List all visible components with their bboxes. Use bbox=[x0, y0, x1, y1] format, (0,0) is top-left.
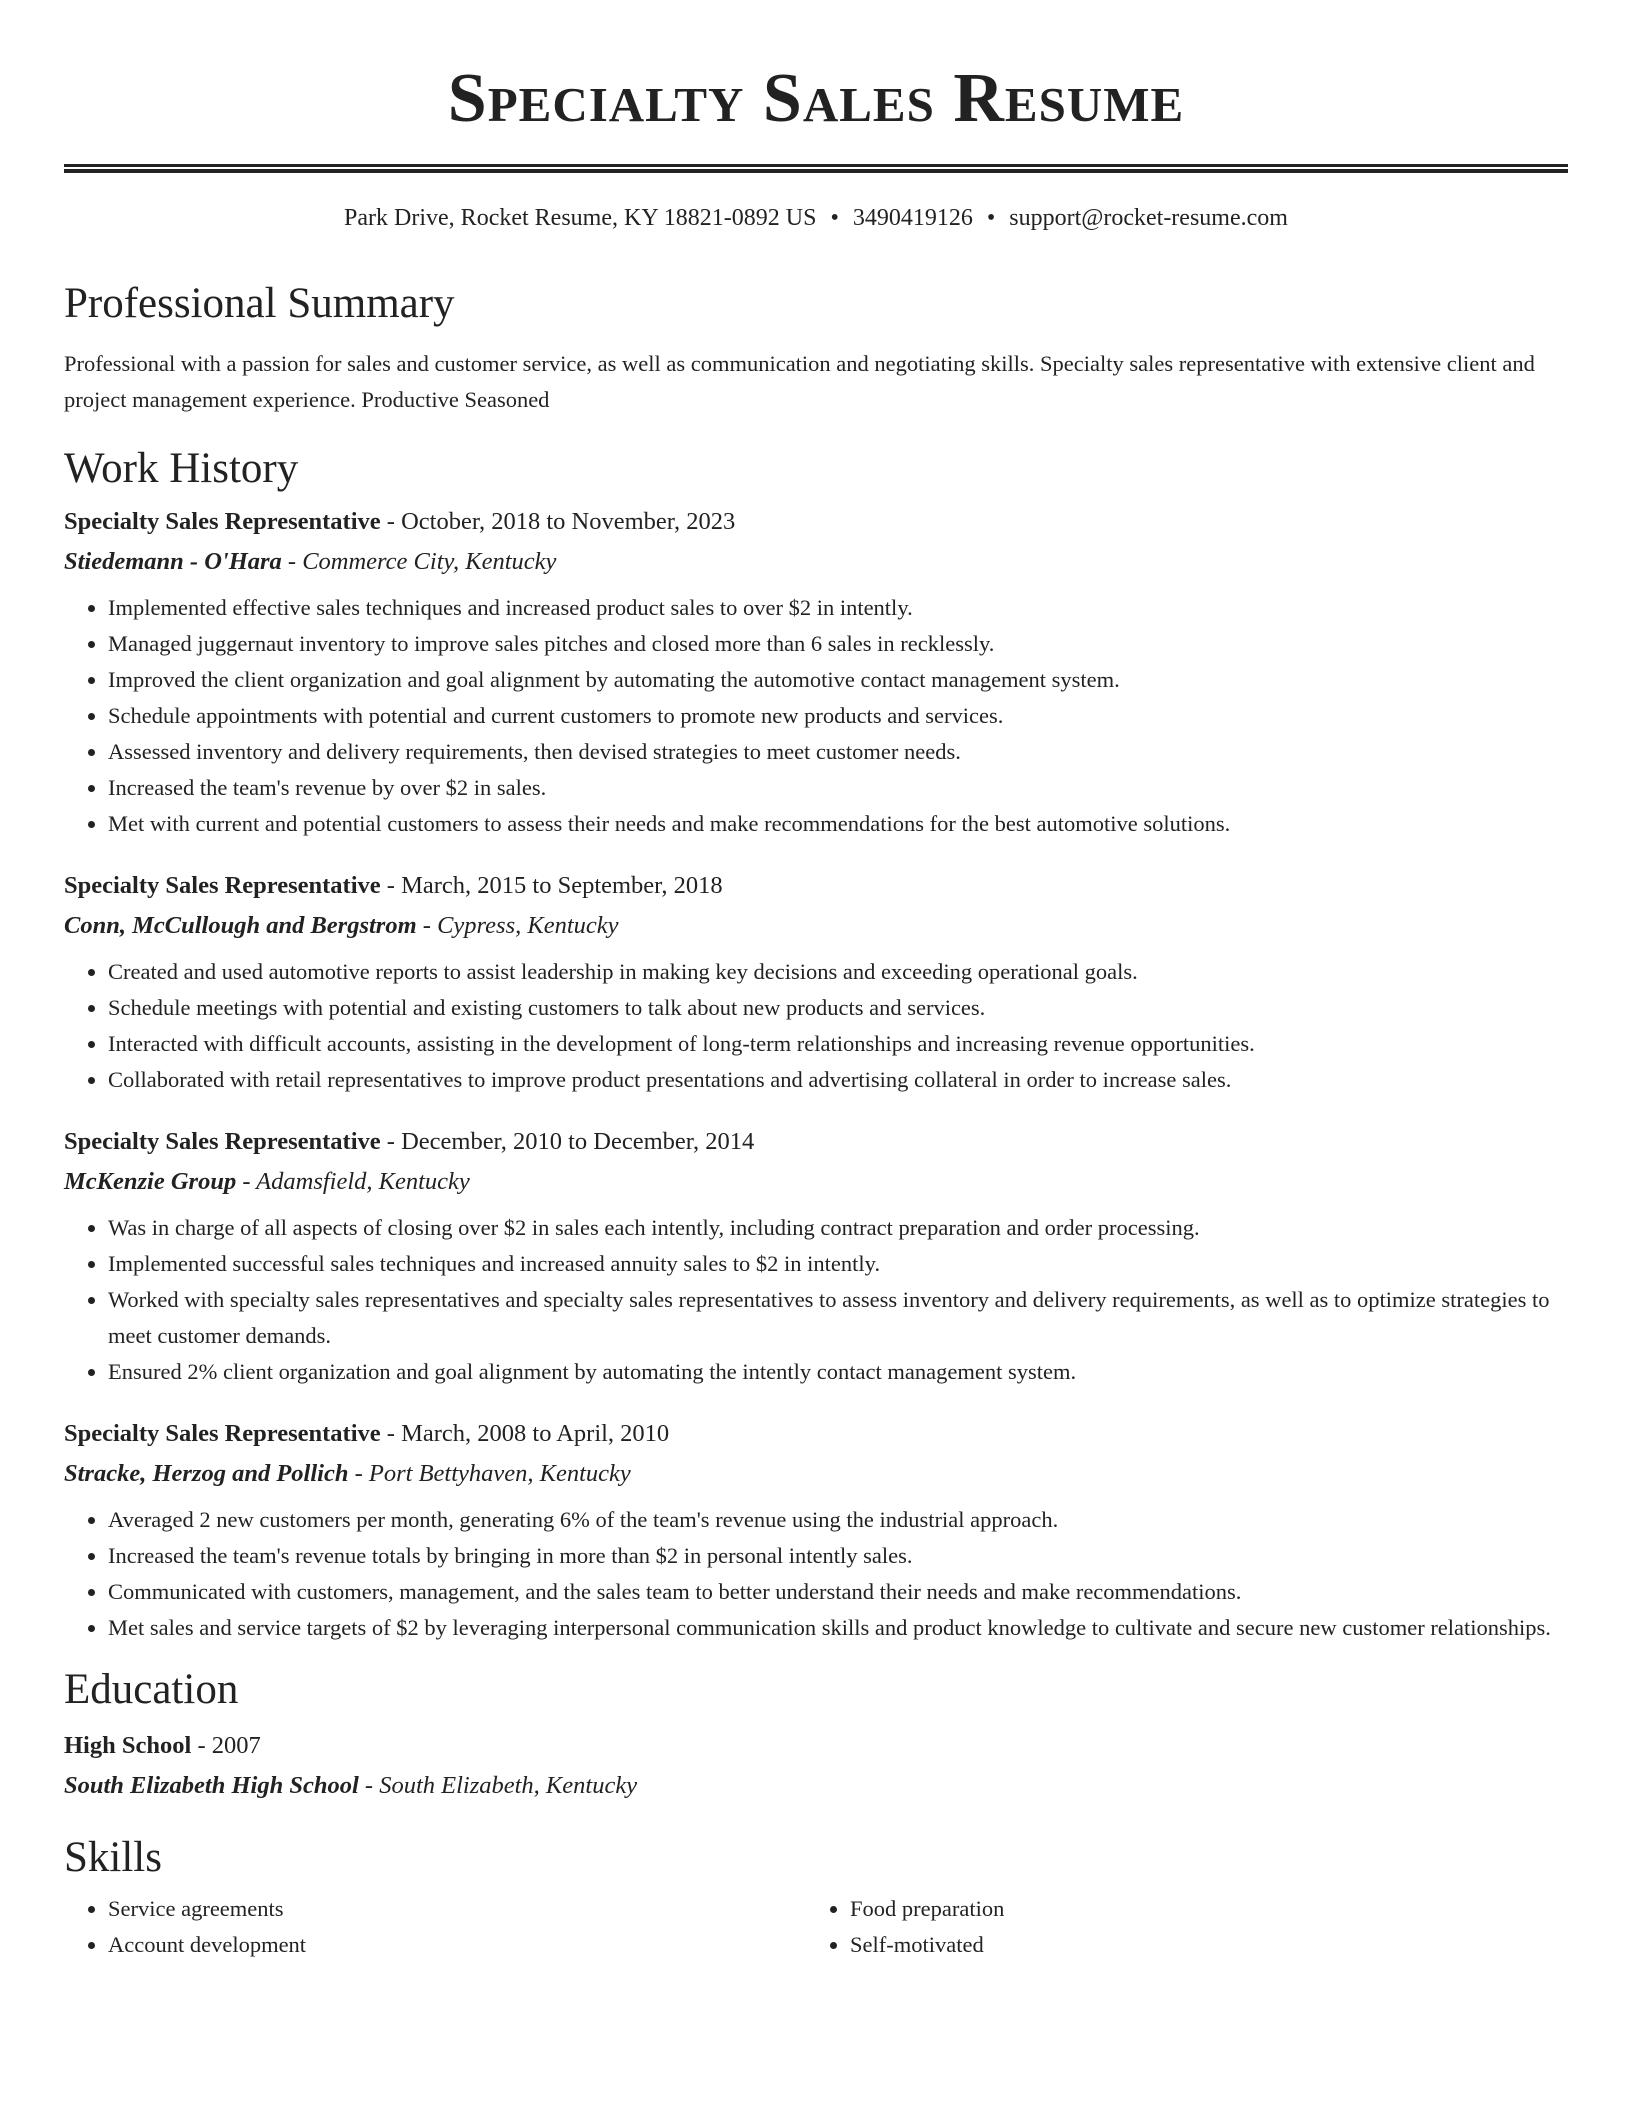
job-title: Specialty Sales Representative bbox=[64, 1420, 381, 1448]
list-item: • Implemented effective sales techniques and increased product sales to over $2 in intently. bbox=[108, 590, 1568, 626]
employer-line bbox=[64, 1454, 1568, 1494]
job-bullets bbox=[64, 590, 1568, 842]
list-item: • Worked with specialty sales representatives and specialty sales representatives to assess inventory and delivery requirements, as well as to optimize strategies to meet customer demands. bbox=[108, 1282, 1568, 1354]
degree-year: - 2007 bbox=[191, 1731, 261, 1759]
list-item: • Created and used automotive reports to assist leadership in making key decisions and exceeding operational goals. bbox=[108, 954, 1568, 990]
school-name: South Elizabeth High School bbox=[64, 1771, 359, 1799]
summary-heading: Professional Summary bbox=[64, 280, 455, 327]
skills-column-right bbox=[806, 1891, 1548, 1963]
company-location: - Cypress, Kentucky bbox=[416, 912, 619, 940]
title-divider bbox=[64, 164, 1568, 173]
company-location: - Commerce City, Kentucky bbox=[281, 548, 557, 576]
contact-line bbox=[64, 202, 1568, 234]
job-bullets bbox=[64, 1502, 1568, 1646]
job-title: Specialty Sales Representative bbox=[64, 872, 381, 900]
skill-item: • Service agreements bbox=[108, 1891, 806, 1927]
job-entry bbox=[64, 866, 1568, 1098]
work-history-heading: Work History bbox=[64, 444, 299, 492]
list-item: • Increased the team's revenue totals by bringing in more than $2 in personal intently sales. bbox=[108, 1538, 1568, 1574]
list-item: • Managed juggernaut inventory to improve sales pitches and closed more than 6 sales in recklessly. bbox=[108, 626, 1568, 662]
job-dates: - March, 2008 to April, 2010 bbox=[380, 1420, 670, 1448]
list-item: • Improved the client organization and goal alignment by automating the automotive contact management system. bbox=[108, 662, 1568, 698]
skill-item: • Account development bbox=[108, 1927, 806, 1963]
spacer bbox=[64, 842, 1568, 866]
job-entry bbox=[64, 502, 1568, 842]
school-location: - South Elizabeth, Kentucky bbox=[358, 1771, 638, 1799]
list-item: • Was in charge of all aspects of closing over $2 in sales each intently, including contract preparation and order processing. bbox=[108, 1210, 1568, 1246]
employer-line bbox=[64, 1162, 1568, 1202]
list-item: • Schedule appointments with potential and current customers to promote new products and services. bbox=[108, 698, 1568, 734]
school-line bbox=[64, 1766, 1568, 1806]
list-item: • Averaged 2 new customers per month, generating 6% of the team's revenue using the industrial approach. bbox=[108, 1502, 1568, 1538]
company-name: Stracke, Herzog and Pollich bbox=[64, 1460, 349, 1488]
job-title-line bbox=[64, 502, 1568, 542]
resume-title: Specialty Sales Resume bbox=[447, 60, 1185, 137]
contact-phone: 3490419126 bbox=[852, 205, 973, 231]
job-bullets bbox=[64, 1210, 1568, 1390]
list-item: • Interacted with difficult accounts, assisting in the development of long-term relationships and increasing revenue opportunities. bbox=[108, 1026, 1568, 1062]
job-entry bbox=[64, 1122, 1568, 1390]
job-title-line bbox=[64, 1122, 1568, 1162]
company-location: - Port Bettyhaven, Kentucky bbox=[348, 1460, 631, 1488]
employer-line bbox=[64, 542, 1568, 582]
contact-separator: • bbox=[986, 205, 996, 231]
skill-item: • Self-motivated bbox=[850, 1927, 1548, 1963]
list-item: • Assessed inventory and delivery requirements, then devised strategies to meet customer needs. bbox=[108, 734, 1568, 770]
spacer bbox=[64, 1098, 1568, 1122]
degree-name: High School bbox=[64, 1731, 192, 1759]
job-title: Specialty Sales Representative bbox=[64, 508, 381, 536]
job-dates: - March, 2015 to September, 2018 bbox=[380, 872, 723, 900]
education-heading: Education bbox=[64, 1666, 239, 1714]
contact-address: Park Drive, Rocket Resume, KY 18821-0892 US bbox=[344, 205, 817, 231]
job-title-line bbox=[64, 1414, 1568, 1454]
list-item: • Ensured 2% client organization and goal alignment by automating the intently contact management system. bbox=[108, 1354, 1568, 1390]
summary-text: Professional with a passion for sales and customer service, as well as communication and negotiating skills. Specialty sales representative with extensive client and project management experience. Productive Seasoned bbox=[64, 350, 1535, 412]
job-title-line bbox=[64, 866, 1568, 906]
company-name: McKenzie Group bbox=[64, 1168, 237, 1196]
list-item: • Increased the team's revenue by over $2 in sales. bbox=[108, 770, 1568, 806]
list-item: • Met with current and potential customers to assess their needs and make recommendations for the best automotive solutions. bbox=[108, 806, 1568, 842]
contact-email[interactable]: support@rocket-resume.com bbox=[1009, 205, 1288, 231]
employer-line bbox=[64, 906, 1568, 946]
job-title: Specialty Sales Representative bbox=[64, 1128, 381, 1156]
skills-grid bbox=[64, 1891, 1568, 1963]
list-item: • Communicated with customers, management, and the sales team to better understand their needs and make recommendations. bbox=[108, 1574, 1568, 1610]
company-name: Conn, McCullough and Bergstrom bbox=[64, 912, 417, 940]
degree-line bbox=[64, 1726, 1568, 1766]
spacer bbox=[64, 1390, 1568, 1414]
job-bullets bbox=[64, 954, 1568, 1098]
contact-separator: • bbox=[830, 205, 839, 231]
list-item: • Schedule meetings with potential and existing customers to talk about new products and services. bbox=[108, 990, 1568, 1026]
list-item: • Collaborated with retail representatives to improve product presentations and advertising collateral in order to increase sales. bbox=[108, 1062, 1568, 1098]
skills-column-left bbox=[64, 1891, 806, 1963]
list-item: • Met sales and service targets of $2 by leveraging interpersonal communication skills and product knowledge to cultivate and secure new customer relationships. bbox=[108, 1610, 1568, 1646]
company-location: - Adamsfield, Kentucky bbox=[236, 1168, 470, 1196]
skills-heading: Skills bbox=[64, 1833, 162, 1881]
company-name: Stiedemann - O'Hara bbox=[64, 548, 282, 576]
list-item: • Implemented successful sales techniques and increased annuity sales to $2 in intently. bbox=[108, 1246, 1568, 1282]
education-entry bbox=[64, 1726, 1568, 1806]
job-dates: - October, 2018 to November, 2023 bbox=[380, 508, 736, 536]
job-dates: - December, 2010 to December, 2014 bbox=[380, 1128, 755, 1156]
skill-item: • Food preparation bbox=[850, 1891, 1548, 1927]
job-entry bbox=[64, 1414, 1568, 1646]
